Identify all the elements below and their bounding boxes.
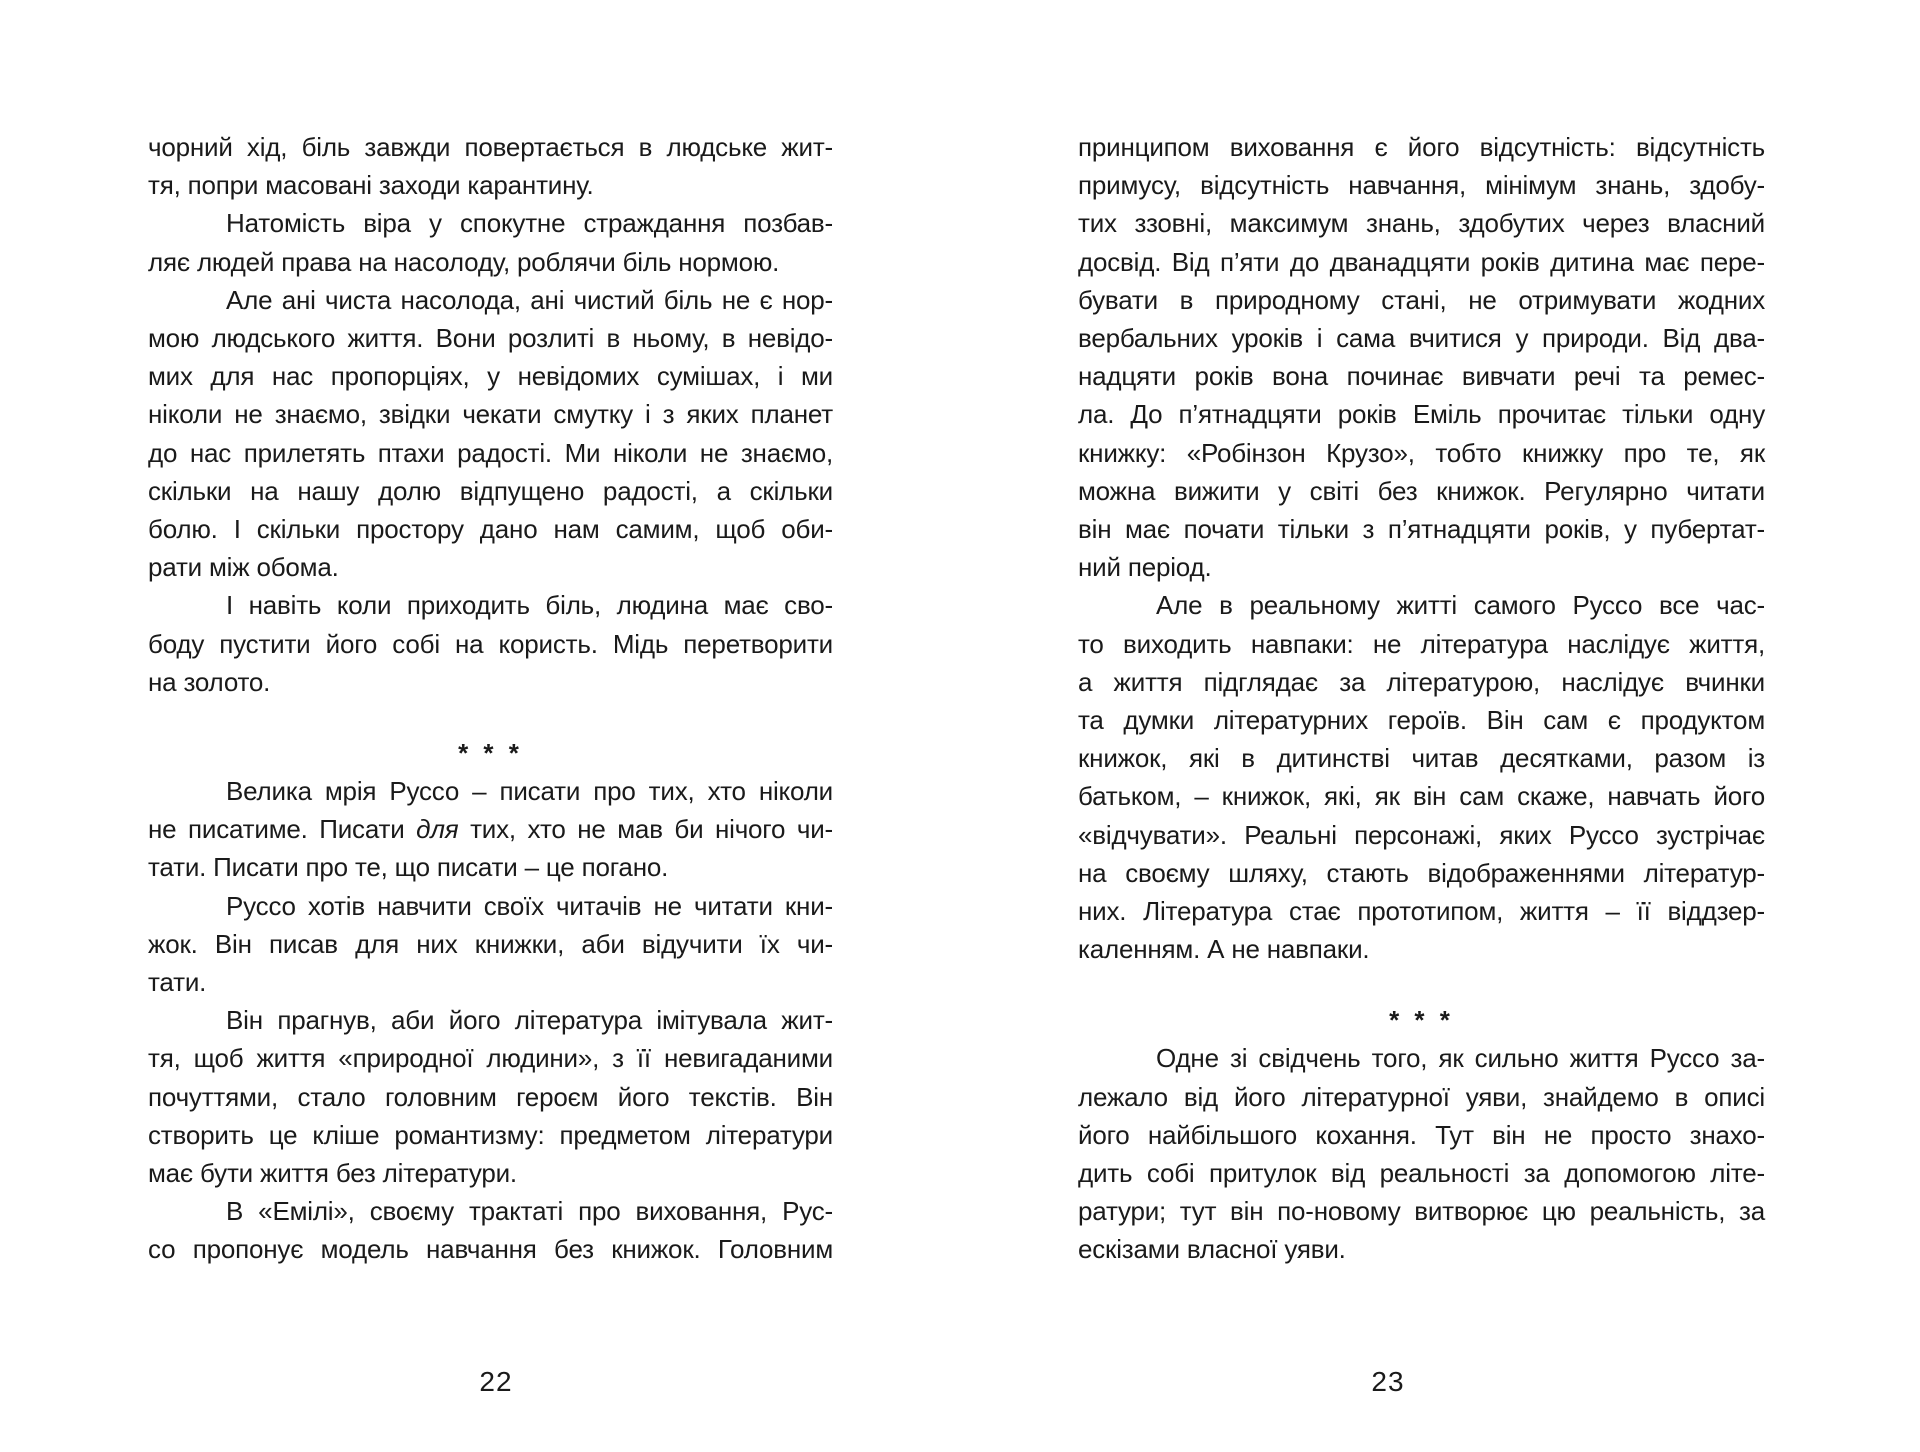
paragraph bbox=[148, 1192, 833, 1268]
text-line: скільки на нашу долю відпущено радості, а скільки bbox=[148, 475, 833, 506]
text-line: має бути життя без літератури. bbox=[148, 1158, 517, 1189]
text-line: на своєму шляху, стають відображеннями літератур- bbox=[1078, 857, 1765, 888]
text-line: болю. І скільки простору дано нам самим, щоб оби- bbox=[148, 514, 833, 545]
text-line: досвід. Від п’яти до дванадцяти років дитина має пере- bbox=[1078, 246, 1765, 277]
text-line: Руссо хотів навчити своїх читачів не читати кни- bbox=[226, 890, 833, 921]
text-line: тати. Писати про те, що писати – це погано. bbox=[148, 852, 669, 883]
text-line: батьком, – книжок, які, як він сам скаже, навчать його bbox=[1078, 781, 1765, 812]
text-line: чорний хід, біль завжди повертається в людське жит- bbox=[148, 132, 833, 162]
text-line: Він прагнув, аби його література імітувала жит- bbox=[226, 1005, 833, 1036]
text-line: ратури; тут він по-новому витворює цю реальність, за bbox=[1078, 1196, 1765, 1227]
text-line: тя, щоб життя «природної людини», з її невигаданими bbox=[148, 1043, 833, 1074]
paragraph bbox=[1078, 1039, 1765, 1268]
section-divider: * * * bbox=[1389, 1005, 1454, 1036]
text-line: книжку: «Робінзон Крузо», тобто книжку про те, як bbox=[1078, 437, 1765, 468]
text-fragment: не писатиме. Писати bbox=[148, 814, 417, 845]
text-line: можна вижити у світі без книжок. Регулярно читати bbox=[1078, 475, 1765, 506]
section-gap bbox=[1078, 968, 1765, 1001]
text-line: примусу, відсутність навчання, мінімум знань, здобу- bbox=[1078, 170, 1765, 201]
section-gap bbox=[148, 701, 833, 734]
paragraph bbox=[1078, 586, 1765, 968]
paragraph bbox=[148, 281, 833, 587]
text-line: ляє людей права на насолоду, роблячи біль нормою. bbox=[148, 246, 780, 277]
text-line: тя, попри масовані заходи карантину. bbox=[148, 170, 594, 201]
text-line: на золото. bbox=[148, 666, 271, 697]
text-line: до нас прилетять птахи радості. Ми ніколи не знаємо, bbox=[148, 437, 833, 468]
paragraph bbox=[148, 772, 833, 887]
text-line: то виходить навпаки: не література наслідує життя, bbox=[1078, 628, 1765, 659]
text-line: Одне зі свідчень того, як сильно життя Руссо за- bbox=[1156, 1043, 1765, 1074]
text-line: боду пустити його собі на користь. Мідь перетворити bbox=[148, 628, 833, 659]
page-number: 22 bbox=[479, 1366, 513, 1397]
text-line: мих для нас пропорціях, у невідомих сумішах, і ми bbox=[148, 361, 833, 392]
text-line: тих ззовні, максимум знань, здобутих через власний bbox=[1078, 208, 1765, 239]
paragraph bbox=[148, 586, 833, 701]
paragraph bbox=[148, 1001, 833, 1192]
text-line: каленням. А не навпаки. bbox=[1078, 934, 1370, 965]
text-line: ла. До п’ятнадцяти років Еміль прочитає тільки одну bbox=[1078, 399, 1765, 430]
text-line: мою людського життя. Вони розлиті в ньому, в невідо- bbox=[148, 323, 833, 354]
text-line: бувати в природному стані, не отримувати жодних bbox=[1078, 284, 1765, 315]
paragraph bbox=[1078, 128, 1765, 586]
right-page-text bbox=[1078, 128, 1765, 1269]
text-line: со пропонує модель навчання без книжок. Головним bbox=[148, 1234, 833, 1265]
text-line: створить це кліше романтизму: предметом літератури bbox=[148, 1119, 833, 1150]
text-line bbox=[148, 810, 833, 848]
text-line: Але ані чиста насолода, ані чистий біль не є нор- bbox=[226, 284, 833, 315]
paragraph bbox=[148, 887, 833, 1002]
text-line: почуттями, стало головним героєм його текстів. Він bbox=[148, 1081, 833, 1112]
text-line: він має почати тільки з п’ятнадцяти років, у пубертат- bbox=[1078, 514, 1765, 545]
section-divider: * * * bbox=[458, 738, 523, 769]
paragraph bbox=[148, 204, 833, 280]
text-line: його найбільшого кохання. Тут він не просто знахо- bbox=[1078, 1119, 1765, 1150]
right-page bbox=[960, 0, 1920, 1452]
page-number: 23 bbox=[1371, 1366, 1405, 1397]
text-line: надцяти років вона починає вивчати речі та ремес- bbox=[1078, 361, 1765, 392]
italic-word: для bbox=[416, 814, 459, 845]
text-line: вербальних уроків і сама вчитися у природи. Від два- bbox=[1078, 323, 1765, 354]
text-line: ний період. bbox=[1078, 552, 1212, 583]
text-fragment: тих, хто не мав би нічого чи- bbox=[458, 814, 833, 845]
text-line: жок. Він писав для них книжки, аби відучити їх чи- bbox=[148, 928, 833, 959]
text-line: Але в реальному житті самого Руссо все час- bbox=[1156, 590, 1765, 621]
text-line: книжок, які в дитинстві читав десятками, разом із bbox=[1078, 743, 1765, 774]
text-line: В «Емілі», своєму трактаті про виховання, Рус- bbox=[226, 1196, 833, 1227]
text-line: тати. bbox=[148, 967, 207, 998]
text-line: а життя підглядає за літературою, наслідує вчинки bbox=[1078, 666, 1765, 697]
text-line: та думки літературних героїв. Він сам є продуктом bbox=[1078, 705, 1765, 736]
text-line: І навіть коли приходить біль, людина має сво- bbox=[226, 590, 833, 621]
text-line: лежало від його літературної уяви, знайдемо в описі bbox=[1078, 1081, 1765, 1112]
text-line: принципом виховання є його відсутність: відсутність bbox=[1078, 132, 1765, 162]
text-line: Велика мрія Руссо – писати про тих, хто ніколи bbox=[226, 776, 833, 807]
left-page-text bbox=[148, 128, 833, 1269]
paragraph bbox=[148, 128, 833, 204]
text-line: рати між обома. bbox=[148, 552, 339, 583]
text-line: ніколи не знаємо, звідки чекати смутку і з яких планет bbox=[148, 399, 833, 430]
text-line: ескізами власної уяви. bbox=[1078, 1234, 1346, 1265]
text-line: Натомість віра у спокутне страждання позбав- bbox=[226, 208, 833, 239]
text-line: «відчувати». Реальні персонажі, яких Руссо зустрічає bbox=[1078, 819, 1765, 850]
text-line: дить собі притулок від реальності за допомогою літе- bbox=[1078, 1158, 1765, 1189]
text-line: них. Література стає прототипом, життя – її віддзер- bbox=[1078, 896, 1765, 927]
